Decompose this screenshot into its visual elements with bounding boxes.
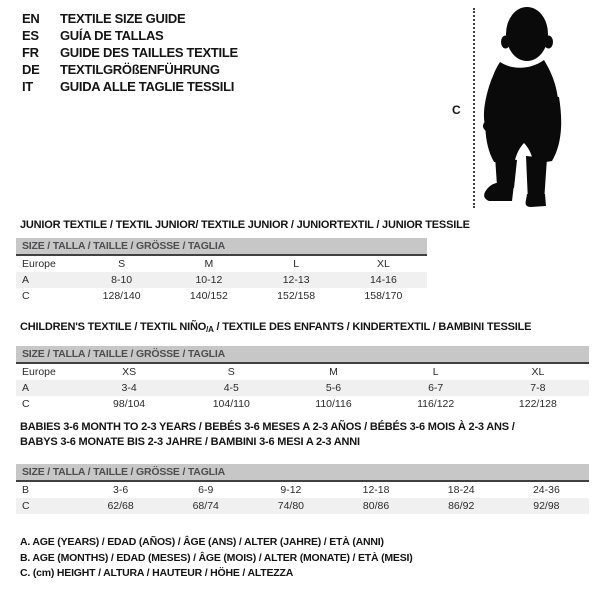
size-cell: 5-6 — [282, 380, 384, 396]
size-cell: 86/92 — [419, 498, 504, 514]
junior-section-title: JUNIOR TEXTILE / TEXTIL JUNIOR/ TEXTILE JUNIOR / JUNIORTEXTIL / JUNIOR TESSILE — [20, 219, 470, 231]
lang-row-de — [22, 61, 238, 78]
row-label: Europe — [22, 258, 56, 270]
size-cell: 68/74 — [163, 498, 248, 514]
language-title-list — [22, 10, 238, 95]
babies-section-title — [20, 420, 580, 450]
lang-row-en — [22, 10, 238, 27]
height-measure-dotted-line — [473, 8, 475, 208]
lang-code: DE — [22, 62, 40, 77]
size-cell: 158/170 — [364, 290, 403, 302]
lang-label: GUIDA ALLE TAGLIE TESSILI — [60, 79, 235, 94]
size-cell: 10-12 — [165, 272, 252, 288]
size-cell: 98/104 — [113, 398, 146, 410]
children-size-table — [16, 346, 589, 412]
legend-note-a: A. AGE (YEARS) / EDAD (AÑOS) / ÂGE (ANS) / ALTER (JAHRE) / ETÀ (ANNI) — [20, 536, 384, 548]
size-cell: 12-13 — [253, 272, 340, 288]
row-label: C — [22, 290, 30, 302]
size-cell: XL — [531, 366, 545, 378]
size-header-row — [16, 464, 589, 481]
size-cell: 18-24 — [447, 484, 475, 496]
lang-row-it — [22, 78, 238, 95]
children-title-main: CHILDREN'S TEXTILE / TEXTIL NIÑO — [20, 321, 207, 333]
table-row — [16, 272, 427, 288]
table-row — [16, 380, 589, 396]
lang-label: GUIDE DES TAILLES TEXTILE — [60, 45, 238, 60]
size-cell: 116/122 — [417, 398, 455, 410]
babies-title-line1: BABIES 3-6 MONTH TO 2-3 YEARS / BEBÉS 3-6 MESES A 2-3 AÑOS / BÉBÉS 3-6 MOIS À 2-3 ANS / — [20, 421, 515, 433]
size-cell: 92/98 — [504, 498, 589, 514]
size-cell: 12-18 — [362, 484, 390, 496]
children-title-subscript: /A — [206, 325, 214, 334]
lang-row-es — [22, 27, 238, 44]
lang-code: EN — [22, 11, 40, 26]
lang-label: GUÍA DE TALLAS — [60, 28, 164, 43]
size-header-row — [16, 238, 427, 255]
size-cell: XS — [122, 366, 137, 378]
row-label: A — [16, 272, 78, 288]
size-cell: 104/110 — [212, 398, 250, 410]
lang-code: ES — [22, 28, 39, 43]
size-cell: 24-36 — [532, 484, 560, 496]
junior-size-table — [16, 238, 427, 304]
height-measure-label: C — [452, 103, 461, 117]
size-cell: 9-12 — [280, 484, 302, 496]
row-label: A — [16, 380, 78, 396]
babies-title-line2: BABYS 3-6 MONATE BIS 2-3 JAHRE / BAMBINI 3-6 MESI A 2-3 ANNI — [20, 436, 360, 448]
size-cell: 152/158 — [277, 290, 316, 302]
size-cell: 8-10 — [78, 272, 165, 288]
table-row — [16, 288, 427, 304]
lang-row-fr — [22, 44, 238, 61]
size-cell: 4-5 — [180, 380, 282, 396]
size-cell: L — [432, 366, 439, 378]
row-label: C — [22, 398, 30, 410]
row-label: Europe — [22, 366, 56, 378]
toddler-silhouette-icon — [482, 4, 567, 210]
size-cell: 7-8 — [487, 380, 589, 396]
lang-code: FR — [22, 45, 39, 60]
size-cell: 110/116 — [315, 398, 352, 410]
size-cell: M — [329, 366, 338, 378]
legend-note-c: C. (cm) HEIGHT / ALTURA / HAUTEUR / HÖHE / ALTEZZA — [20, 567, 294, 579]
size-cell: 3-6 — [112, 484, 129, 496]
size-cell: M — [204, 258, 214, 270]
size-cell: 3-4 — [78, 380, 180, 396]
babies-size-table — [16, 464, 589, 514]
table-row — [16, 396, 589, 412]
legend-note-b: B. AGE (MONTHS) / EDAD (MESES) / ÂGE (MOIS) / ALTER (MONATE) / ETÀ (MESI) — [20, 551, 413, 564]
size-cell: 14-16 — [340, 272, 427, 288]
size-cell: 6-9 — [198, 484, 214, 496]
table-row — [16, 498, 589, 514]
size-cell: 74/80 — [248, 498, 333, 514]
size-cell: 140/152 — [189, 290, 228, 302]
table-row — [16, 481, 589, 498]
size-cell: 80/86 — [333, 498, 418, 514]
size-cell: XL — [376, 258, 390, 270]
children-section-title — [20, 320, 531, 337]
legend-notes — [20, 535, 413, 582]
lang-label: TEXTILGRÖßENFÜHRUNG — [60, 62, 220, 77]
size-header-bar: SIZE / TALLA / TAILLE / GRÖSSE / TAGLIA — [16, 464, 589, 481]
table-row — [16, 363, 589, 380]
size-header-row — [16, 346, 589, 363]
table-row — [16, 255, 427, 272]
size-cell: L — [293, 258, 300, 270]
row-label: B — [22, 484, 30, 496]
size-cell: 62/68 — [78, 498, 163, 514]
size-cell: 122/128 — [518, 398, 557, 410]
size-header-bar: SIZE / TALLA / TAILLE / GRÖSSE / TAGLIA — [16, 238, 427, 255]
row-label: C — [16, 498, 78, 514]
size-header-bar: SIZE / TALLA / TAILLE / GRÖSSE / TAGLIA — [16, 346, 589, 363]
children-title-rest: / TEXTILE DES ENFANTS / KINDERTEXTIL / BAMBINI TESSILE — [213, 321, 532, 333]
lang-code: IT — [22, 79, 33, 94]
size-cell: 6-7 — [385, 380, 487, 396]
size-cell: S — [118, 258, 126, 270]
size-cell: 128/140 — [102, 290, 141, 302]
size-cell: S — [227, 366, 235, 378]
lang-label: TEXTILE SIZE GUIDE — [60, 11, 186, 26]
